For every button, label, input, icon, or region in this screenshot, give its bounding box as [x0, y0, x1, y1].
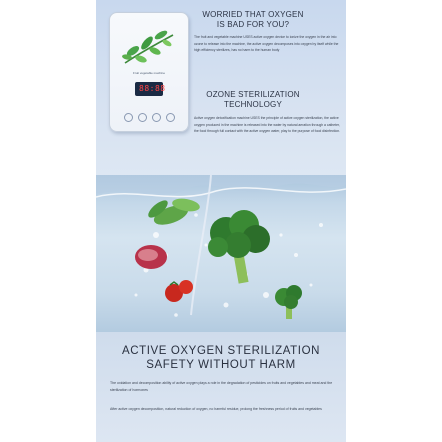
bottom-section: [96, 332, 346, 442]
section1-title-line1: WORRIED THAT OXYGEN: [202, 10, 304, 19]
product-panel: [96, 0, 346, 442]
water-illustration: [96, 175, 346, 332]
section2-title-line2: TECHNOLOGY: [223, 100, 282, 109]
section2-title-line1: OZONE STERILIZATION: [206, 90, 300, 99]
section1-title-line2: IS BAD FOR YOU?: [216, 20, 290, 29]
section2-title: [189, 90, 317, 110]
device-caption: Fruit vegetable machine: [132, 71, 166, 75]
minus-icon: [152, 113, 161, 122]
broccoli-icon: [208, 210, 270, 284]
section3-title: [96, 344, 346, 372]
section3-paragraph1: The oxidation and decomposition ability of active oxygen plays a role in the degradation of pesticides on fruits and vegetables and meat and the sterilization of hormones: [110, 381, 333, 392]
timer-icon: [166, 113, 175, 122]
section1-title: [189, 10, 317, 30]
top-section: [96, 0, 346, 175]
section1-paragraph: The fruit and vegetable machine USES active oxygen device to ionize the oxygen in the air into ozone to release into the machine, the active oxygen decomposes into oxygen by itself while the high efficiency sterilizes, has no harm to the human body: [194, 35, 339, 52]
section3-title-line1: ACTIVE OXYGEN STERILIZATION: [121, 345, 321, 357]
power-icon: [124, 113, 133, 122]
meat-icon: [135, 245, 167, 269]
leaf-icon: [117, 25, 181, 69]
plus-icon: [138, 113, 147, 122]
water-scene: [96, 175, 346, 332]
device-controls: [122, 113, 178, 123]
section3-title-line2: SAFETY WITHOUT HARM: [146, 359, 296, 371]
display-value: 88:88: [139, 84, 166, 93]
tomato-icon: [165, 280, 193, 302]
ozone-machine-device: [109, 12, 189, 132]
section2-paragraph: Active oxygen detoxification machine USES the principle of active oxygen sterilization, the active oxygen produced in the machine is released into the water by natural aeration through a catheter, the food through full contact with the active oxygen water, play to the purpose of food disinfection.: [194, 116, 341, 133]
section3-paragraph2: After active oxygen decomposition, natural reduction of oxygen, no harmful residue, prolong the freshness period of fruits and vegetables: [110, 407, 322, 411]
device-display: [135, 82, 166, 96]
